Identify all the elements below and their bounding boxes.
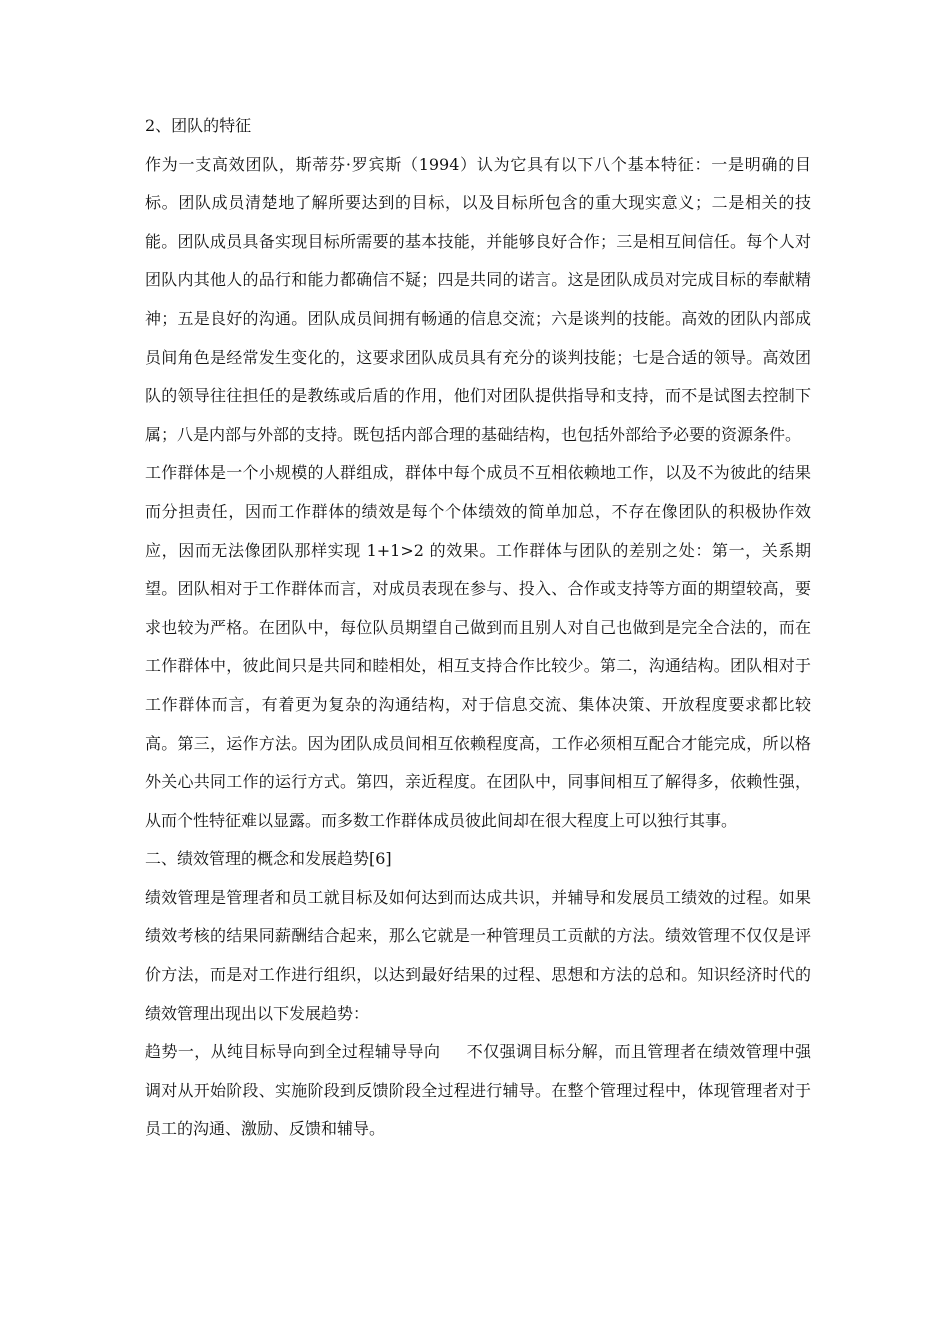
paragraph-team-features: 作为一支高效团队，斯蒂芬·罗宾斯（1994）认为它具有以下八个基本特征：一是明确的目标。团队成员清楚地了解所要达到的目标，以及目标所包含的重大现实意义；二是相关的技能。团队成员具备实现目标所需要的基本技能，并能够良好合作；三是相互间信任。每个人对团队内其他人的品行和能力都确信不疑；四是共同的诺言。这是团队成员对完成目标的奉献精神；五是良好的沟通。团队成员间拥有畅通的信息交流；六是谈判的技能。高效的团队内部成员间角色是经常发生变化的，这要求团队成员具有充分的谈判技能；七是合适的领导。高效团队的领导往往担任的是教练或后盾的作用，他们对团队提供指导和支持，而不是试图去控制下属；八是内部与外部的支持。既包括内部合理的基础结构，也包括外部给予必要的资源条件。	[145, 154, 811, 444]
paragraph-trend-one	[145, 1033, 811, 1149]
document-page	[145, 107, 811, 1149]
section-heading: 2、团队的特征	[145, 116, 252, 135]
paragraph-performance-management: 绩效管理是管理者和员工就目标及如何达到而达成共识，并辅导和发展员工绩效的过程。如果绩效考核的结果同薪酬结合起来，那么它就是一种管理员工贡献的方法。绩效管理不仅仅是评价方法，而是对工作进行组织，以达到最好结果的过程、思想和方法的总和。知识经济时代的绩效管理出现出以下发展趋势：	[145, 887, 811, 1023]
trend-one-body: 不仅强调目标分解，而且管理者在绩效管理中强调对从开始阶段、实施阶段到反馈阶段全过程进行辅导。在整个管理过程中，体现管理者对于员工的沟通、激励、反馈和辅导。	[145, 1042, 811, 1139]
trend-one-title: 趋势一，从纯目标导向到全过程辅导导向	[145, 1042, 441, 1062]
chapter-heading: 二、绩效管理的概念和发展趋势[6]	[145, 849, 392, 869]
paragraph-work-group: 工作群体是一个小规模的人群组成，群体中每个成员不互相依赖地工作，以及不为彼此的结果而分担责任，因而工作群体的绩效是每个个体绩效的简单加总，不存在像团队的积极协作效应，因而无法像团队那样实现 1+1>2 的效果。工作群体与团队的差别之处：第一，关系期望。团队相对于工作群体而言，对成员表现在参与、投入、合作或支持等方面的期望较高，要求也较为严格。在团队中，每位队员期望自己做到而且别人对自己也做到是完全合法的，而在工作群体中，彼此间只是共同和睦相处，相互支持合作比较少。第二，沟通结构。团队相对于工作群体而言，有着更为复杂的沟通结构，对于信息交流、集体决策、开放程度要求都比较高。第三，运作方法。因为团队成员间相互依赖程度高，工作必须相互配合才能完成，所以格外关心共同工作的运行方式。第四，亲近程度。在团队中，同事间相互了解得多，依赖性强，从而个性特征难以显露。而多数工作群体成员彼此间却在很大程度上可以独行其事。	[145, 463, 811, 830]
